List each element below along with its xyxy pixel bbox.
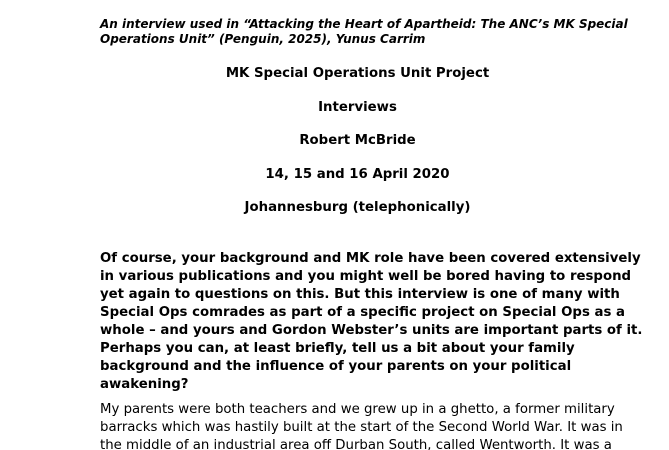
interview-location: Johannesburg (telephonically)	[244, 200, 471, 215]
question-line: in various publications and you might well be bored having to respond	[100, 269, 632, 284]
source-note-line: An interview used in “Attacking the Heart of Apartheid: The ANC’s MK Special	[100, 17, 628, 31]
interview-dates: 14, 15 and 16 April 2020	[265, 167, 450, 182]
question-line: Perhaps you can, at least briefly, tell us a bit about your family	[100, 341, 575, 356]
question-line: Special Ops comrades as part of a specific project on Special Ops as a	[100, 305, 625, 320]
question-line: background and the influence of your parents on your political	[100, 359, 572, 374]
answer-line: barracks which was hastily built at the start of the Second World War. It was in	[100, 420, 623, 435]
interview-question	[100, 250, 643, 394]
question-line: whole – and yours and Gordon Webster’s units are important parts of it.	[100, 323, 643, 338]
section-title: Interviews	[318, 100, 397, 115]
answer-line: My parents were both teachers and we grew up in a ghetto, a former military	[100, 402, 615, 417]
answer-line: the middle of an industrial area off Durban South, called Wentworth. It was a	[100, 438, 612, 450]
interview-answer	[100, 401, 640, 450]
source-note-line: Operations Unit” (Penguin, 2025), Yunus Carrim	[100, 32, 426, 46]
question-line: Of course, your background and MK role have been covered extensively	[100, 251, 641, 266]
source-note	[100, 17, 628, 47]
interviewee-name: Robert McBride	[299, 133, 416, 148]
project-title: MK Special Operations Unit Project	[225, 66, 490, 81]
question-line: awakening?	[100, 377, 189, 392]
question-line: yet again to questions on this. But this interview is one of many with	[100, 287, 620, 302]
